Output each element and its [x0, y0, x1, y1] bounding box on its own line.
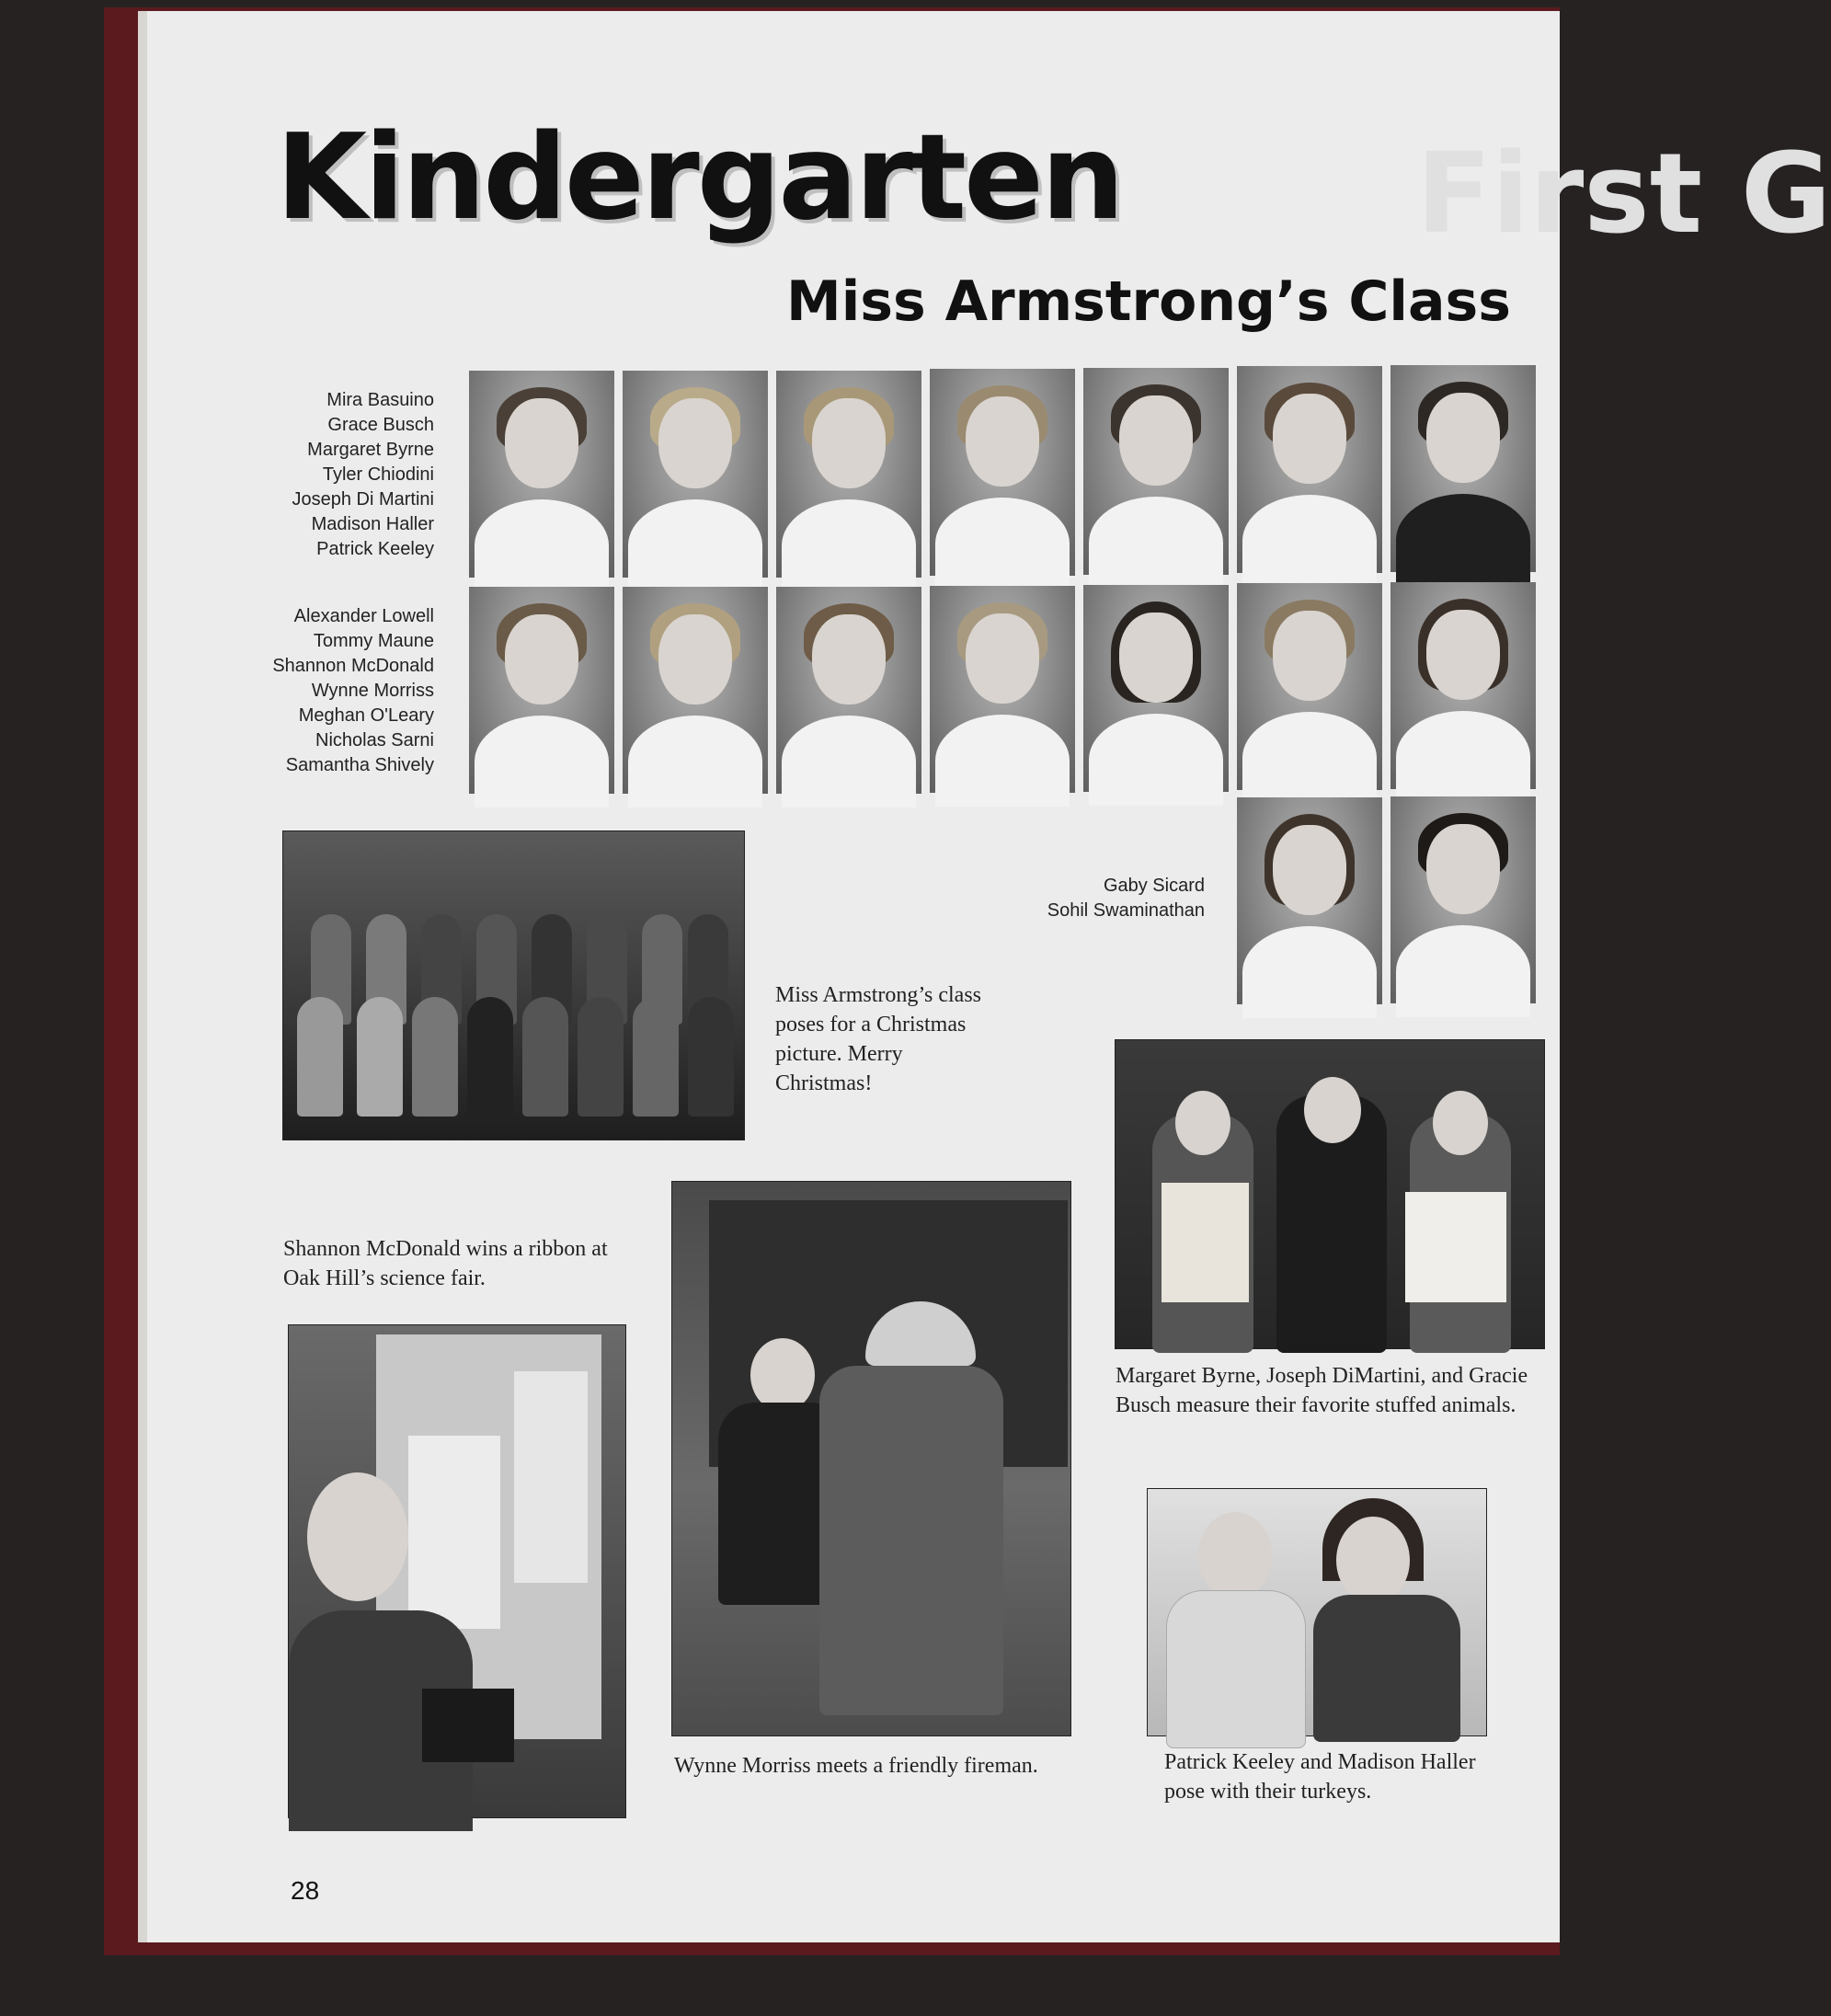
student-portrait — [1237, 583, 1382, 790]
roster-row2-names — [272, 604, 434, 778]
student-name: Tyler Chiodini — [322, 464, 434, 485]
student-portrait — [623, 371, 768, 578]
student-name: Samantha Shively — [285, 755, 434, 775]
student-name: Wynne Morriss — [311, 681, 434, 701]
turkeys-photo — [1147, 1488, 1487, 1736]
student-name: Meghan O'Leary — [298, 705, 434, 726]
class-subtitle: Miss Armstrong’s Class — [786, 269, 1511, 334]
christmas-class-photo — [282, 830, 745, 1140]
student-portrait — [1390, 796, 1536, 1003]
student-portrait — [469, 587, 614, 794]
page-title: Kindergarten — [276, 109, 1122, 246]
student-portrait — [623, 587, 768, 794]
student-portrait — [469, 371, 614, 578]
student-portrait — [1390, 582, 1536, 789]
student-name: Alexander Lowell — [293, 606, 434, 626]
student-name: Tommy Maune — [313, 631, 434, 651]
student-name: Patrick Keeley — [316, 539, 434, 559]
turkeys-caption: Patrick Keeley and Madison Haller pose with their turkeys. — [1164, 1750, 1476, 1804]
student-name: Gaby Sicard — [1103, 876, 1205, 896]
student-name: Grace Busch — [327, 415, 434, 435]
page-number: 28 — [291, 1876, 320, 1905]
fireman-photo — [671, 1181, 1071, 1736]
science-fair-photo — [288, 1324, 626, 1818]
stuffed-animals-caption: Margaret Byrne, Joseph DiMartini, and Gracie Busch measure their favorite stuffed animals. — [1116, 1364, 1528, 1417]
student-name: Madison Haller — [311, 514, 434, 534]
student-portrait — [1237, 366, 1382, 573]
science-fair-caption: Shannon McDonald wins a ribbon at Oak Hill’s science fair. — [283, 1237, 608, 1290]
roster-row3-names — [1047, 874, 1205, 923]
fireman-caption: Wynne Morriss meets a friendly fireman. — [674, 1754, 1038, 1778]
roster-row1-names — [292, 388, 434, 562]
bleed-through-text: First G — [1416, 131, 1831, 258]
student-portrait — [776, 587, 921, 794]
student-portrait — [776, 371, 921, 578]
student-portrait — [1390, 365, 1536, 572]
student-name: Nicholas Sarni — [315, 730, 434, 750]
christmas-caption: Miss Armstrong’s class poses for a Christmas picture. Merry Christmas! — [775, 983, 982, 1095]
stuffed-animals-photo — [1115, 1039, 1545, 1349]
student-portrait — [1083, 368, 1229, 575]
student-name: Margaret Byrne — [307, 440, 434, 460]
student-portrait — [930, 586, 1075, 793]
student-portrait — [930, 369, 1075, 576]
student-portrait — [1083, 585, 1229, 792]
student-name: Shannon McDonald — [272, 656, 434, 676]
student-name: Joseph Di Martini — [292, 489, 434, 510]
student-name: Mira Basuino — [326, 390, 434, 410]
student-portrait — [1237, 797, 1382, 1004]
student-name: Sohil Swaminathan — [1047, 900, 1205, 921]
